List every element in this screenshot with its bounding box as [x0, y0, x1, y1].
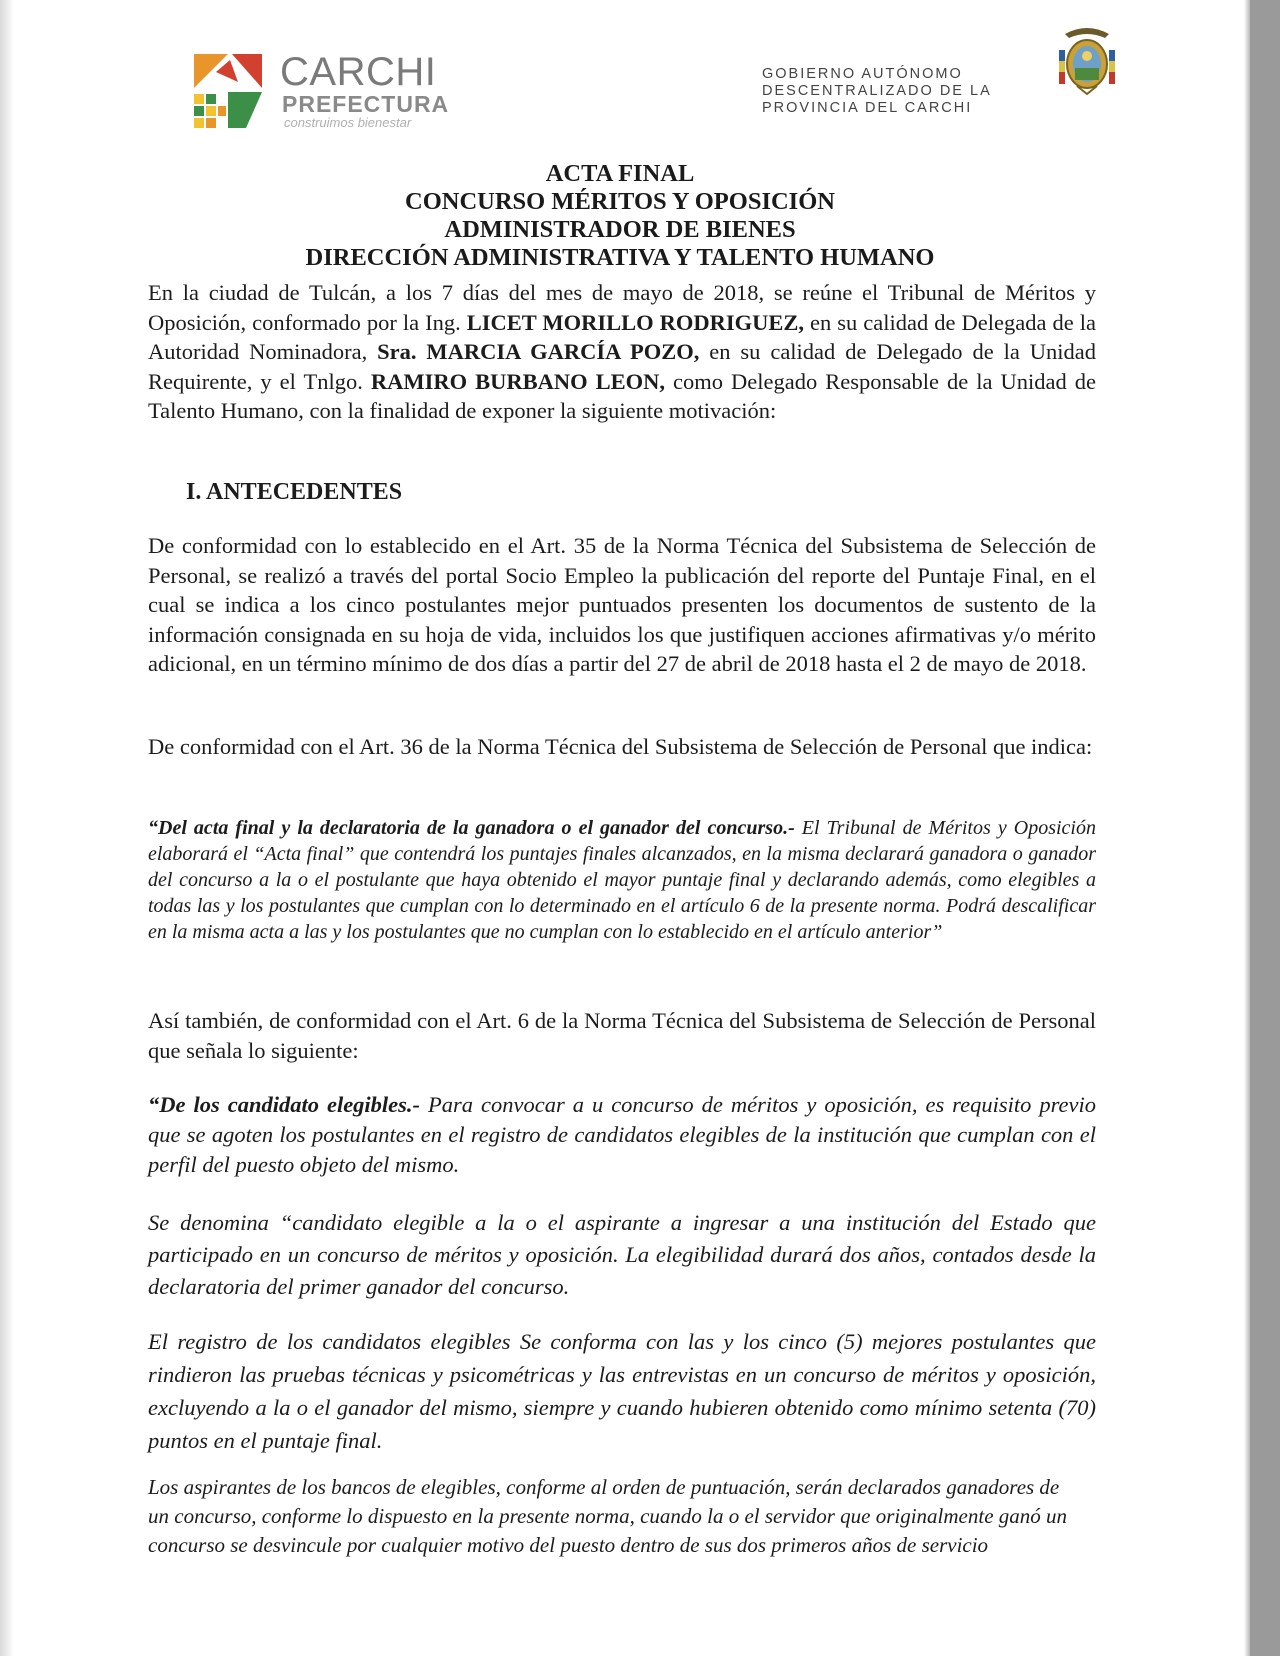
quote-heading: “De los candidato elegibles.-: [148, 1092, 421, 1117]
intro-text: En la ciudad de Tulcán, a los 7 días del mes de mayo de 2018, se reúne el Tribunal de Méritos y Oposición, conformado por la Ing.: [148, 280, 1096, 335]
document-title: [140, 160, 1100, 272]
title-line: ADMINISTRADOR DE BIENES: [444, 216, 796, 243]
paragraph-text: De conformidad con lo establecido en el Art. 35 de la Norma Técnica del Subsistema de Selección de Personal, se realizó a través del portal Socio Empleo la publicación del reporte del Puntaje Final, en el cual se indica a los cinco postulantes mejor puntuados presenten los documentos de sustento de la información consignada en su hoja de vida, incluidos los que justifiquen acciones afirmativas y/o mérito adicional, en un término mínimo de dos días a partir del 27 de abril de 2018 hasta el 2 de mayo de 2018.: [148, 533, 1096, 676]
title-line: CONCURSO MÉRITOS Y OPOSICIÓN: [405, 188, 835, 215]
gov-line: PROVINCIA DEL CARCHI: [762, 100, 973, 116]
paragraph-art6: [148, 1006, 1096, 1065]
quote-text: Para convocar a u concurso de méritos y oposición, es requisito previo que se agoten los postulantes en el registro de candidatos elegibles de la institución que cumplan con el perfil del puesto objeto del mismo.: [148, 1092, 1096, 1177]
section-heading: I. ANTECEDENTES: [186, 479, 403, 505]
quote-bancos-elegibles: Los aspirantes de los bancos de elegibles, conforme al orden de puntuación, serán declarados ganadores de un concurso, conforme lo dispuesto en la presente norma, cuando la o el servidor que originalmente ganó un concurso se desvincule por cualquier motivo del puesto dentro de sus dos primeros años de servicio: [148, 1475, 1068, 1557]
scan-edge-right: [1250, 0, 1280, 1656]
intro-paragraph: [148, 278, 1096, 426]
gov-line: DESCENTRALIZADO DE LA: [762, 83, 992, 99]
logo-tagline: construimos bienestar: [284, 115, 412, 130]
quote-heading: “Del acta final y la declaratoria de la ganadora o el ganador del concurso.-: [148, 817, 795, 839]
prefectura-logo: [192, 52, 452, 132]
paragraph-art36: [148, 732, 1096, 762]
quote-text: El Tribunal de Méritos y Oposición elaborará el “Acta final” que contendrá los puntajes finales alcanzados, en la misma declarará ganadora o ganador del concurso a la o el postulante que haya obtenido el mayor puntaje final y declarando además, como elegibles a todas las y los postulantes que cumplan con lo determinado en el artículo 6 de la presente norma. Podrá descalificar en la misma acta a las y los postulantes que no cumplan con lo establecido en el artículo anterior”: [148, 817, 1096, 943]
gov-line: GOBIERNO AUTÓNOMO: [762, 66, 963, 82]
delegate-name: Sra. MARCIA GARCÍA POZO,: [377, 339, 700, 364]
delegate-name: LICET MORILLO RODRIGUEZ,: [466, 309, 805, 335]
title-line: ACTA FINAL: [545, 160, 695, 187]
government-name: [762, 66, 1012, 117]
paragraph-text: De conformidad con el Art. 36 de la Norma Técnica del Subsistema de Selección de Personal que indica:: [148, 734, 1093, 759]
quote-art36: [148, 815, 1096, 945]
title-line: DIRECCIÓN ADMINISTRATIVA Y TALENTO HUMANO: [305, 244, 935, 271]
quote-registro-elegibles: El registro de los candidatos elegibles Se conforma con las y los cinco (5) mejores postulantes que rindieron las pruebas técnicas y psicométricas y las entrevistas en un concurso de méritos y oposición, excluyendo a la o el ganador del mismo, siempre y cuando hubieren obtenido como mínimo setenta (70) puntos en el puntaje final.: [148, 1329, 1096, 1453]
logo-title: CARCHI: [280, 50, 437, 94]
quote-art6: [148, 1090, 1096, 1180]
logo-subtitle: PREFECTURA: [282, 91, 450, 117]
quote-candidato-elegible: Se denomina “candidato elegible a la o el aspirante a ingresar a una institución del Estado que participado en un concurso de méritos y oposición. La elegibilidad durará dos años, contados desde la declaratoria del primer ganador del concurso.: [148, 1210, 1096, 1299]
scan-edge-left: [0, 0, 14, 1656]
delegate-name: RAMIRO BURBANO LEON,: [370, 368, 666, 394]
intro-text: en su calidad de Delegado de la Unidad Requirente, y el Tnlgo.: [148, 339, 1096, 394]
intro-text: en su calidad de Delegada de la Autoridad Nominadora,: [148, 309, 1096, 364]
carchi-logo-icon: [192, 52, 264, 130]
intro-text: como Delegado Responsable de la Unidad de Talento Humano, con la finalidad de exponer la siguiente motivación:: [148, 368, 1096, 423]
coat-of-arms-icon: [1055, 20, 1119, 96]
paragraph-art35: [148, 531, 1096, 679]
paragraph-text: Así también, de conformidad con el Art. 6 de la Norma Técnica del Subsistema de Selección de Personal que señala lo siguiente:: [148, 1008, 1096, 1063]
